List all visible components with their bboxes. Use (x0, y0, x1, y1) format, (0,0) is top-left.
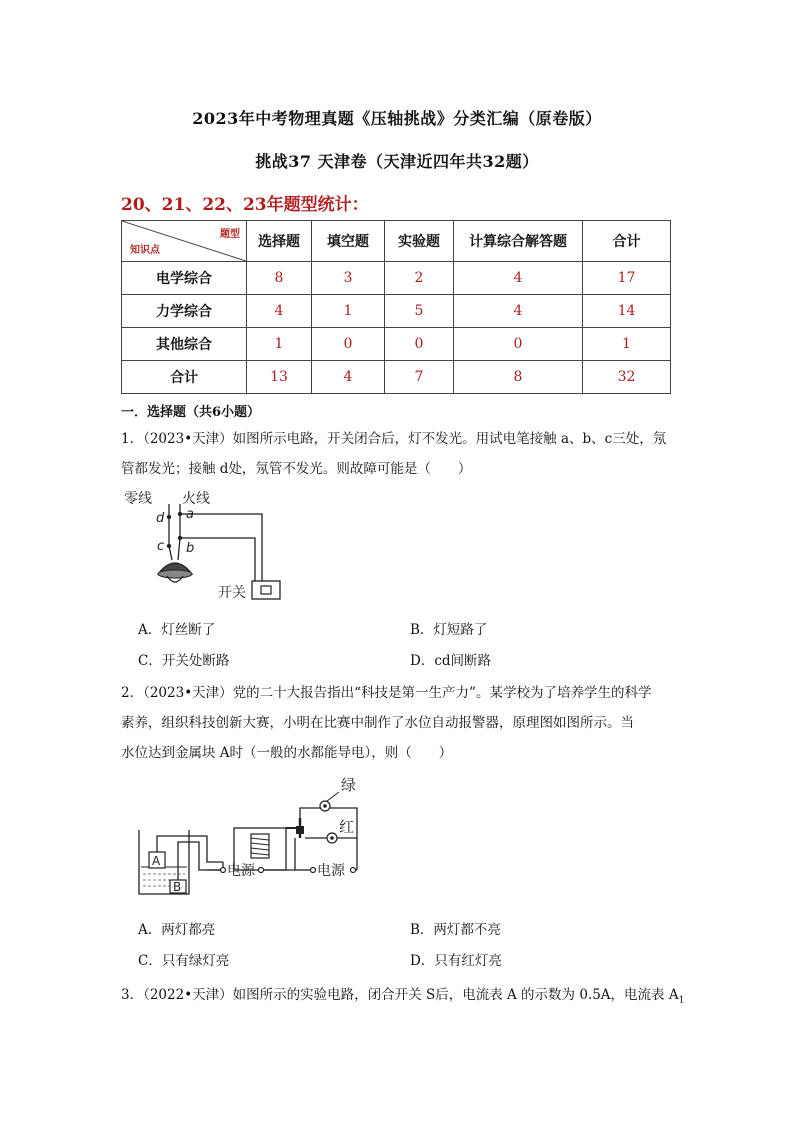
question-2-line: 水位达到金属块 A时（一般的水都能导电），则（ ） (121, 745, 453, 761)
table-cell: 2 (385, 262, 454, 295)
table-cell: 8 (247, 262, 312, 295)
question-1-option-d[interactable]: D．cd间断路 (410, 653, 492, 669)
header-cell: 实验题 (385, 221, 454, 262)
statistics-heading: 20、21、22、23年题型统计： (121, 195, 369, 215)
table-cell: 13 (247, 361, 312, 394)
question-1-option-b[interactable]: B．灯短路了 (410, 622, 488, 638)
neutral-wire-label: 零线 (124, 491, 152, 507)
table-cell: 1 (312, 295, 385, 328)
table-cell: 0 (454, 328, 583, 361)
table-cell: 1 (247, 328, 312, 361)
point-a-label: a (186, 507, 194, 522)
metal-block-a-label: A (152, 854, 161, 868)
green-lamp-icon (320, 801, 330, 811)
section-heading: 一．选择题（共6小题） (121, 405, 261, 420)
table-cell: 8 (454, 361, 583, 394)
question-2-line: 素养，组织科技创新大赛，小明在比赛中制作了水位自动报警器，原理图如图所示。当 (121, 715, 634, 731)
question-3-line: 3．（2022•天津）如图所示的实验电路，闭合开关 S后，电流表 A 的示数为 0.5A，电流表 A (121, 987, 679, 1003)
green-lamp-label: 绿 (341, 776, 357, 794)
question-1-option-a[interactable]: A．灯丝断了 (138, 622, 216, 638)
table-row (122, 328, 671, 361)
row-label: 力学综合 (122, 295, 247, 328)
metal-block-b-label: B (173, 880, 182, 894)
document-title: 2023年中考物理真题《压轴挑战》分类汇编（原卷版） (192, 109, 602, 128)
question-3-stem (121, 980, 691, 1016)
table-row (122, 295, 671, 328)
power-source-1-label: 电源 (227, 863, 255, 879)
lamp-icon (158, 563, 192, 582)
question-2-option-b[interactable]: B．两灯都不亮 (410, 922, 501, 938)
table-cell: 3 (312, 262, 385, 295)
corner-label-topic: 知识点 (130, 245, 160, 256)
question-2-option-d[interactable]: D．只有红灯亮 (410, 953, 502, 969)
table-cell: 4 (454, 262, 583, 295)
question-2-line: 2．（2023•天津）党的二十大报告指出“科技是第一生产力”。某学校为了培养学生的科学 (121, 685, 652, 701)
table-row (122, 262, 671, 295)
power-source-2-label: 电源 (317, 863, 345, 879)
table-header-row (122, 221, 671, 262)
row-label: 合计 (122, 361, 247, 394)
header-cell: 计算综合解答题 (454, 221, 583, 262)
question-2-alarm-circuit-figure (135, 772, 385, 902)
row-label: 电学综合 (122, 262, 247, 295)
header-cell: 选择题 (247, 221, 312, 262)
question-2-stem (121, 678, 681, 768)
table-cell: 7 (385, 361, 454, 394)
corner-label-type: 题型 (220, 229, 240, 240)
question-1-circuit-figure (120, 486, 300, 608)
red-lamp-icon (327, 833, 337, 843)
point-d-label: d (156, 511, 165, 526)
question-1-option-c[interactable]: C．开关处断路 (138, 653, 230, 669)
point-c-label: c (157, 539, 165, 554)
table-row (122, 361, 671, 394)
table-cell: 0 (312, 328, 385, 361)
header-cell: 合计 (583, 221, 671, 262)
question-2-option-c[interactable]: C．只有绿灯亮 (138, 953, 230, 969)
point-b-label: b (186, 541, 195, 556)
document-subtitle: 挑战37 天津卷（天津近四年共32题） (255, 152, 539, 171)
table-cell: 5 (385, 295, 454, 328)
table-cell: 4 (312, 361, 385, 394)
live-wire-label: 火线 (182, 491, 210, 507)
row-label: 其他综合 (122, 328, 247, 361)
question-1-line: 管都发光；接触 d处，氖管不发光。则故障可能是（ ） (121, 461, 472, 477)
statistics-table (121, 220, 671, 394)
question-1-stem (121, 424, 681, 484)
table-corner-cell (122, 221, 247, 262)
ammeter-subscript: 1 (678, 995, 685, 1006)
table-cell: 17 (583, 262, 671, 295)
question-2-option-a[interactable]: A．两灯都亮 (138, 922, 216, 938)
table-cell: 1 (583, 328, 671, 361)
red-lamp-label: 红 (339, 818, 355, 836)
switch-icon (252, 581, 280, 599)
table-cell: 14 (583, 295, 671, 328)
table-cell: 32 (583, 361, 671, 394)
table-cell: 0 (385, 328, 454, 361)
table-cell: 4 (247, 295, 312, 328)
question-1-line: 1．（2023•天津）如图所示电路，开关闭合后，灯不发光。用试电笔接触 a、b、c三处，氖 (121, 431, 667, 447)
switch-label: 开关 (218, 585, 246, 601)
header-cell: 填空题 (312, 221, 385, 262)
table-cell: 4 (454, 295, 583, 328)
